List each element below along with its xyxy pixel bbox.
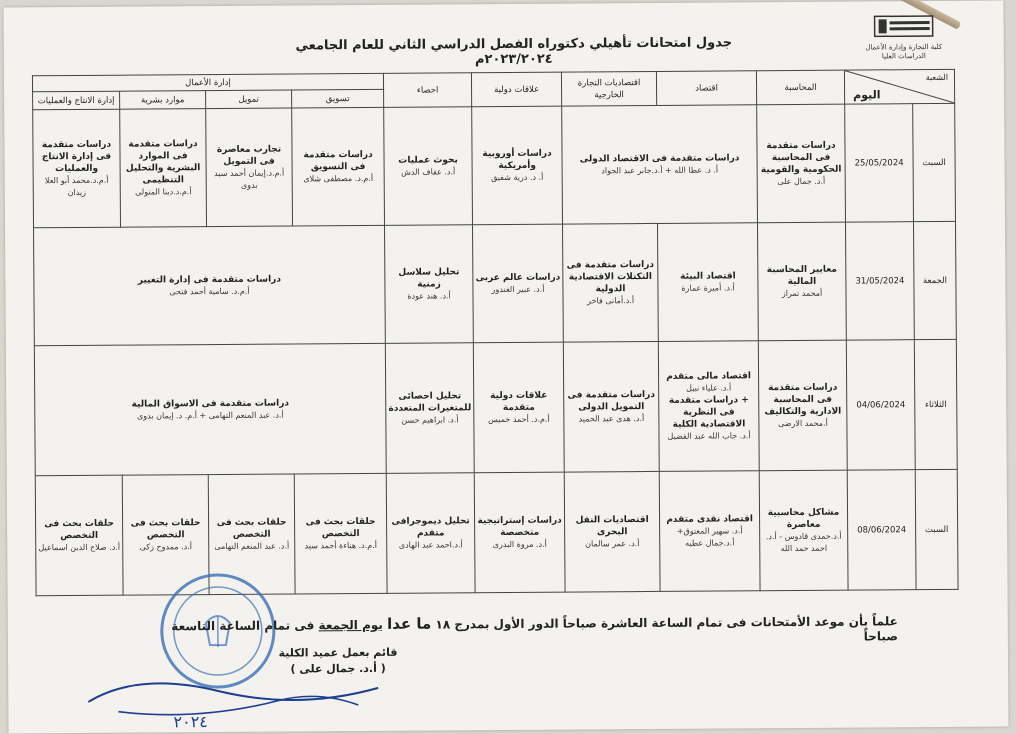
table-row: [33, 103, 956, 227]
cell-economics: اقتصاد مالى متقدم أ.د. علياء نبيل + دراسات متقدمة فى النظرية الاقتصادية الكلية أ.د. جاب الله عبد الفضيل: [658, 341, 759, 472]
cell-statistics: تحليل احصائى للمتغيرات المتعددة أ.د. ابراهيم حسن: [385, 343, 474, 474]
cell-finance: حلقات بحث فى التخصص أ.د. عبد المنعم التهامى: [208, 474, 295, 595]
col-production-ops: إدارة الانتاج والعمليات: [33, 91, 120, 110]
cell-statistics: تحليل ديموجرافى متقدم أ.د.احمد عبد الهادى: [386, 473, 475, 594]
table-row: [34, 221, 957, 345]
university-emblem-icon: [874, 15, 934, 37]
cell-economics: اقتصاد البيئة أ.د. أميرة عمارة: [658, 223, 759, 342]
faculty-logo: [844, 15, 964, 68]
cell-intl-relations: علاقات دولية متقدمة أ.م.د. أحمد خميس: [473, 342, 564, 473]
col-hr: موارد بشرية: [120, 91, 206, 110]
row-date: 31/05/2024: [846, 222, 915, 340]
note-text-before: علماً بأن موعد الأمتحانات فى تمام الساعة العاشرة صباحاً الدور الأول بمدرج ١٨: [435, 614, 898, 632]
page-title: جدول امتحانات تأهيلي دكتوراه الفصل الدراسي الثاني للعام الجامعي ٢٠٢٣/٢٠٢٤م: [295, 35, 733, 68]
cell-business-admin: دراسات متقدمة فى إدارة التغيير أ.م.د. سامية أحمد فتحى: [34, 225, 386, 345]
col-statistics: احصاء: [383, 73, 471, 108]
exam-schedule-table: [32, 69, 959, 596]
cell-hr: دراسات متقدمة فى الموارد البشرية والتحليل التنظيمى أ.م.د.دينا المتولى: [120, 109, 207, 228]
cell-intl-relations: دراسات إستراتيجية متخصصة أ.د. مروة البدرى: [474, 472, 565, 593]
col-business-admin: إدارة الأعمال: [32, 73, 383, 91]
cell-intl-relations: دراسات أوروبية وأمريكية أ. د. درية شفيق: [472, 106, 563, 225]
cell-finance: تجارب معاصرة فى التمويل أ.م.د.إيمان أحمد سيد بدوى: [206, 108, 293, 227]
note-text-emph: ما عدا: [387, 614, 432, 633]
col-economics: اقتصاد: [656, 71, 756, 106]
cell-marketing: دراسات متقدمة فى التسويق أ.م.د. مصطفى شلاى: [292, 107, 385, 226]
col-marketing: تسويق: [292, 89, 384, 108]
handwritten-signature-icon: [78, 660, 398, 732]
col-accounting: المحاسبة: [756, 70, 844, 105]
cell-business-admin: دراسات متقدمة فى الاسواق المالية أ.د. عبد المنعم التهامى + أ.م. د. إيمان بدوى: [34, 343, 386, 475]
cell-marketing: حلقات بحث فى التخصص أ.م.د. هناءة أحمد سيد: [294, 473, 387, 594]
cell-intl-relations: دراسات عالم عربى أ.د. عبير الغندور: [473, 224, 564, 343]
row-day: السبت: [913, 103, 956, 221]
cell-production-ops: حلقات بحث فى التخصص أ.د. صلاح الدين اسماعيل: [35, 475, 123, 596]
row-date: 04/06/2024: [846, 340, 915, 470]
cell-accounting: دراسات متقدمة فى المحاسبة الحكومية والقومية أ.د. جمال على: [757, 104, 846, 223]
col-finance: تمويل: [206, 90, 292, 109]
signer-title: قائم بعمل عميد الكلية: [278, 645, 398, 660]
handwritten-year: ٢٠٢٤: [173, 712, 208, 732]
cell-statistics: بحوث عمليات أ.د. عفاف الدش: [384, 107, 473, 226]
cell-foreign-trade: اقتصاديات النقل البحرى أ.د. عمر سالمان: [564, 471, 660, 592]
cell-econ-merged: دراسات متقدمة فى الاقتصاد الدولى أ. د. عطا الله + أ.د.جابر عبد الجواد: [562, 105, 758, 224]
row-day: الثلاثاء: [914, 339, 957, 469]
cell-accounting: مشاكل محاسبية معاصرة أ.د.حمدى قادوس - أ.د. احمد حمد الله: [759, 470, 848, 591]
note-text-underlined: يوم الجمعة: [318, 617, 383, 633]
cell-production-ops: دراسات متقدمة فى إدارة الانتاج والعمليات أ.م.د.محمد أبو العلا زيدان: [33, 109, 121, 228]
signer-name: ( أ.د. جمال على ): [290, 661, 386, 676]
row-day: الجمعة: [914, 221, 957, 339]
exam-schedule-document: [3, 1, 1008, 734]
cell-accounting: دراسات متقدمة فى المحاسبة الادارية والتكاليف أ.محمد الارضى: [758, 340, 847, 471]
day-label: اليوم: [853, 88, 881, 102]
cell-hr: حلقات بحث فى التخصص أ.د. ممدوح زكى: [122, 475, 209, 596]
row-day: السبت: [915, 469, 958, 589]
logo-line-1: كلية التجارة وإدارة الأعمال: [865, 42, 943, 52]
table-row: [34, 339, 957, 475]
row-date: 25/05/2024: [845, 104, 914, 222]
note-text-after: فى تمام الساعة التاسعة صباحاً: [171, 618, 898, 644]
row-date: 08/06/2024: [847, 470, 916, 590]
cell-foreign-trade: دراسات متقدمة فى التمويل الدولى أ.د. هدى عبد الحميد: [563, 341, 659, 472]
col-intl-relations: علاقات دولية: [471, 72, 561, 107]
cell-foreign-trade: دراسات متقدمة فى التكتلات الاقتصادية الدولية أ.د.أمانى فاخر: [563, 223, 659, 342]
col-foreign-trade: اقتصاديات التجارة الخارجية: [561, 71, 656, 106]
header-corner-cell: [844, 69, 954, 104]
cell-accounting: معايير المحاسبة المالية أمحمد تمراز: [758, 222, 847, 341]
exam-time-note: [158, 611, 898, 648]
branch-label: الشعبة: [925, 72, 949, 83]
logo-line-2: الدراسات العليا: [881, 52, 926, 61]
cell-economics: اقتصاد نقدى متقدم أ.د. سهير المعتوق+ أ.د.جمال عطيه: [659, 471, 760, 592]
cell-statistics: تحليل سلاسل زمنية أ.د. هند عودة: [385, 225, 474, 344]
